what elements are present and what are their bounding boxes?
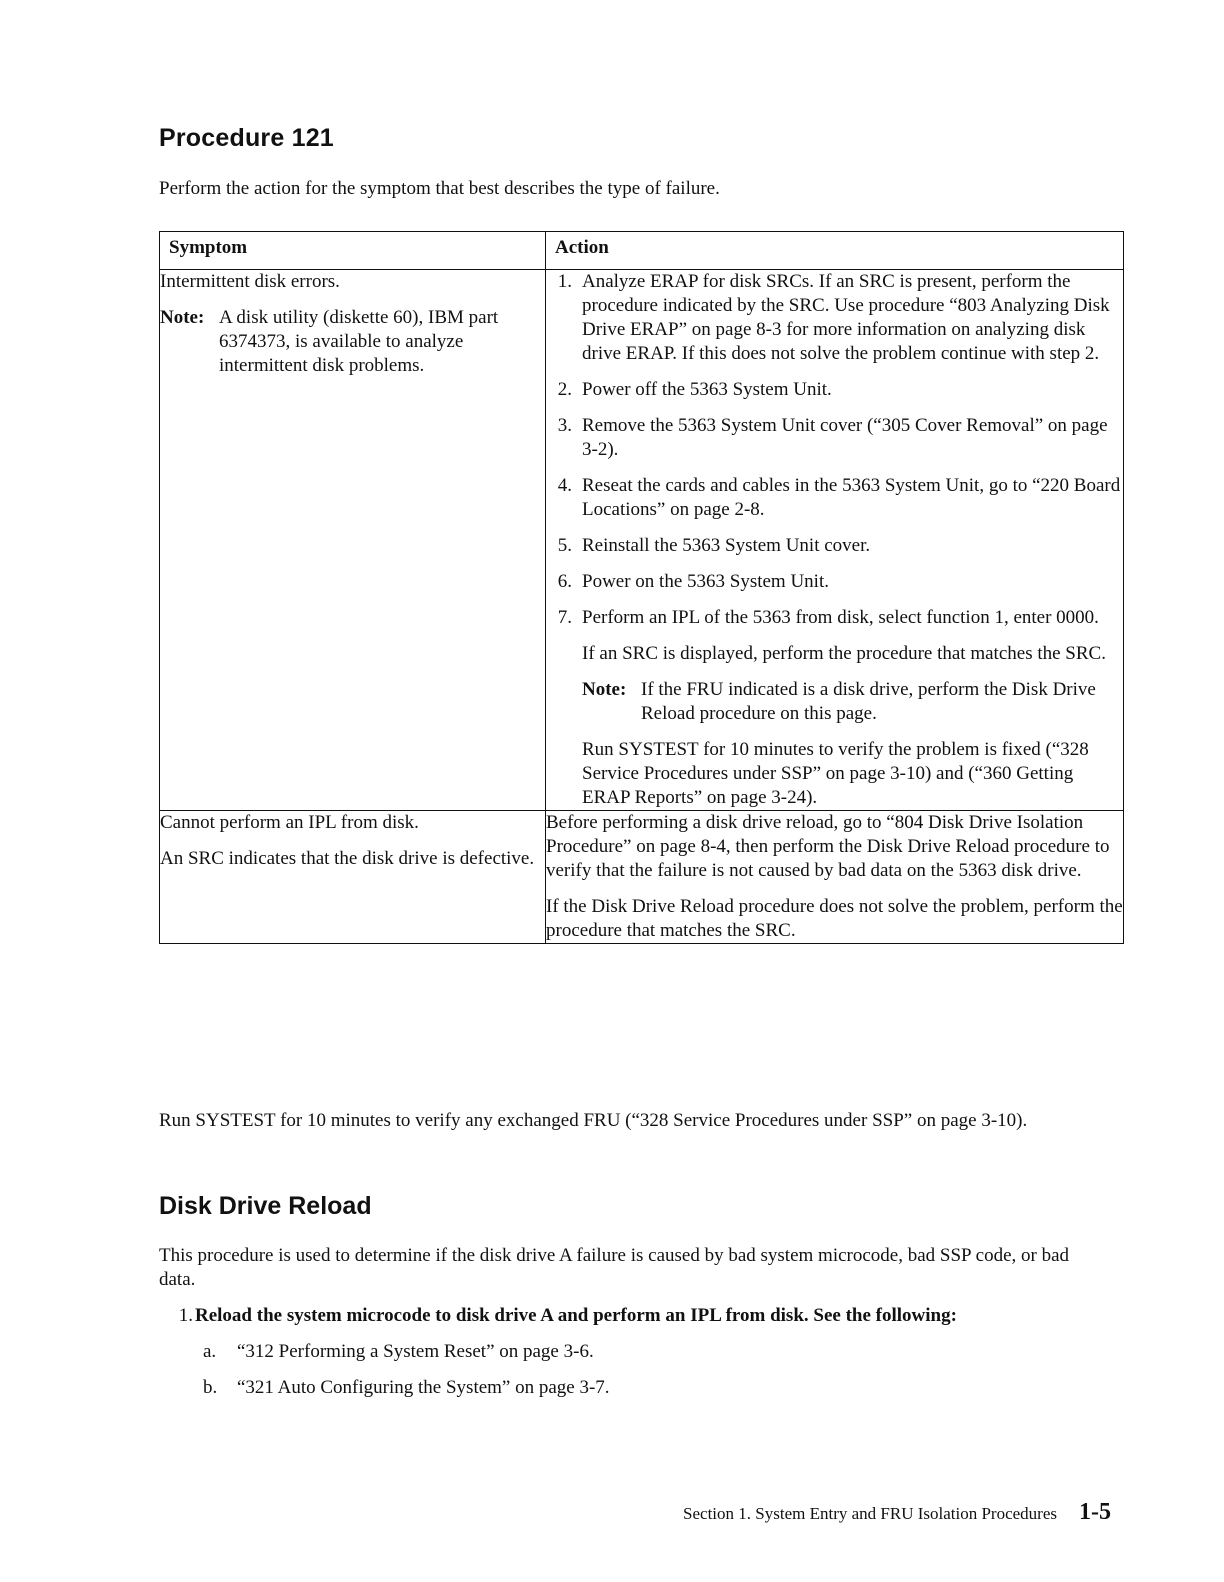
step-text: Reload the system microcode to disk drive A and perform an IPL from disk. See the following: [195, 1305, 957, 1326]
list-item [546, 570, 1123, 594]
symptom-text: Intermittent disk errors. [160, 271, 340, 292]
list-item [546, 270, 1123, 366]
note-label: Note: [582, 679, 627, 700]
step-text: Analyze ERAP for disk SRCs. If an SRC is present, perform the procedure indicated by the SRC. Use procedure “803 Analyzing Disk Drive ERAP” on page 8-3 for more information on analyzing disk drive ERAP. If this does not solve the problem continue with step 2. [582, 271, 1110, 364]
action-cell [546, 270, 1124, 811]
step-body [582, 606, 1123, 810]
note-label: Note: [160, 307, 205, 328]
page-footer [683, 1500, 1111, 1526]
symptom-text: An SRC indicates that the disk drive is defective. [160, 848, 535, 869]
list-item [546, 414, 1123, 462]
section-title: Disk Drive Reload [159, 1192, 372, 1220]
page-number: 1-5 [1079, 1499, 1111, 1525]
procedure-title: Procedure 121 [159, 124, 334, 152]
table-header-row [160, 232, 1124, 270]
action-column-header: Action [546, 232, 1124, 270]
step7-note [582, 678, 1123, 726]
step-number: 2. [557, 379, 572, 400]
footer-section-title: Section 1. System Entry and FRU Isolation Procedures [683, 1504, 1057, 1523]
step-text: Perform an IPL of the 5363 from disk, select function 1, enter 0000. [582, 607, 1099, 628]
step-number: 4. [557, 475, 572, 496]
step-text: Remove the 5363 System Unit cover (“305 Cover Removal” on page 3-2). [582, 415, 1108, 460]
table-row [160, 270, 1124, 811]
reload-substep-a [203, 1340, 594, 1364]
step7-paragraph: If an SRC is displayed, perform the procedure that matches the SRC. [582, 643, 1106, 664]
symptom-text: Cannot perform an IPL from disk. [160, 812, 419, 833]
symptom-cell [160, 270, 546, 811]
substep-label: b. [203, 1377, 218, 1398]
table-row [160, 811, 1124, 944]
note-text: If the FRU indicated is a disk drive, perform the Disk Drive Reload procedure on this page. [641, 679, 1096, 724]
list-item [546, 474, 1123, 522]
symptom-note [160, 306, 545, 378]
symptom-cell [160, 811, 546, 944]
step-number: 3. [557, 415, 572, 436]
step-text: Reinstall the 5363 System Unit cover. [582, 535, 871, 556]
step-number: 5. [557, 535, 572, 556]
section-intro: This procedure is used to determine if the disk drive A failure is caused by bad system microcode, bad SSP code, or bad data. [159, 1245, 1070, 1290]
step7-paragraph: Run SYSTEST for 10 minutes to verify the problem is fixed (“328 Service Procedures under SSP” on page 3-10) and (“360 Getting ERAP Reports” on page 3-24). [582, 739, 1089, 808]
symptom-action-table [159, 231, 1124, 944]
list-item [546, 606, 1123, 810]
list-item [546, 378, 1123, 402]
after-table-text: Run SYSTEST for 10 minutes to verify any exchanged FRU (“328 Service Procedures under SSP” on page 3-10). [159, 1110, 1028, 1131]
step-number: 7. [557, 607, 572, 628]
substep-text: “312 Performing a System Reset” on page 3-6. [237, 1341, 594, 1362]
substep-label: a. [203, 1341, 217, 1362]
procedure-intro: Perform the action for the symptom that best describes the type of failure. [159, 178, 720, 199]
reload-substep-b [203, 1376, 610, 1400]
action-cell [546, 811, 1124, 944]
substep-text: “321 Auto Configuring the System” on page 3-7. [237, 1377, 610, 1398]
action-steps-list [546, 270, 1123, 810]
step-number: 1. [178, 1305, 193, 1326]
list-item [546, 534, 1123, 558]
step-text: Reseat the cards and cables in the 5363 System Unit, go to “220 Board Locations” on page 2-8. [582, 475, 1121, 520]
symptom-column-header: Symptom [160, 232, 546, 270]
action-text: Before performing a disk drive reload, go to “804 Disk Drive Isolation Procedure” on page 8-4, then perform the Disk Drive Reload procedure to verify that the failure is not caused by bad data on the 5363 disk drive. [546, 812, 1110, 881]
reload-step-1 [159, 1304, 957, 1328]
step-number: 1. [557, 271, 572, 292]
step-text: Power off the 5363 System Unit. [582, 379, 832, 400]
step-text: Power on the 5363 System Unit. [582, 571, 829, 592]
note-text: A disk utility (diskette 60), IBM part 6374373, is available to analyze intermittent disk problems. [219, 307, 499, 376]
step-number: 6. [557, 571, 572, 592]
action-text: If the Disk Drive Reload procedure does not solve the problem, perform the procedure that matches the SRC. [546, 896, 1123, 941]
